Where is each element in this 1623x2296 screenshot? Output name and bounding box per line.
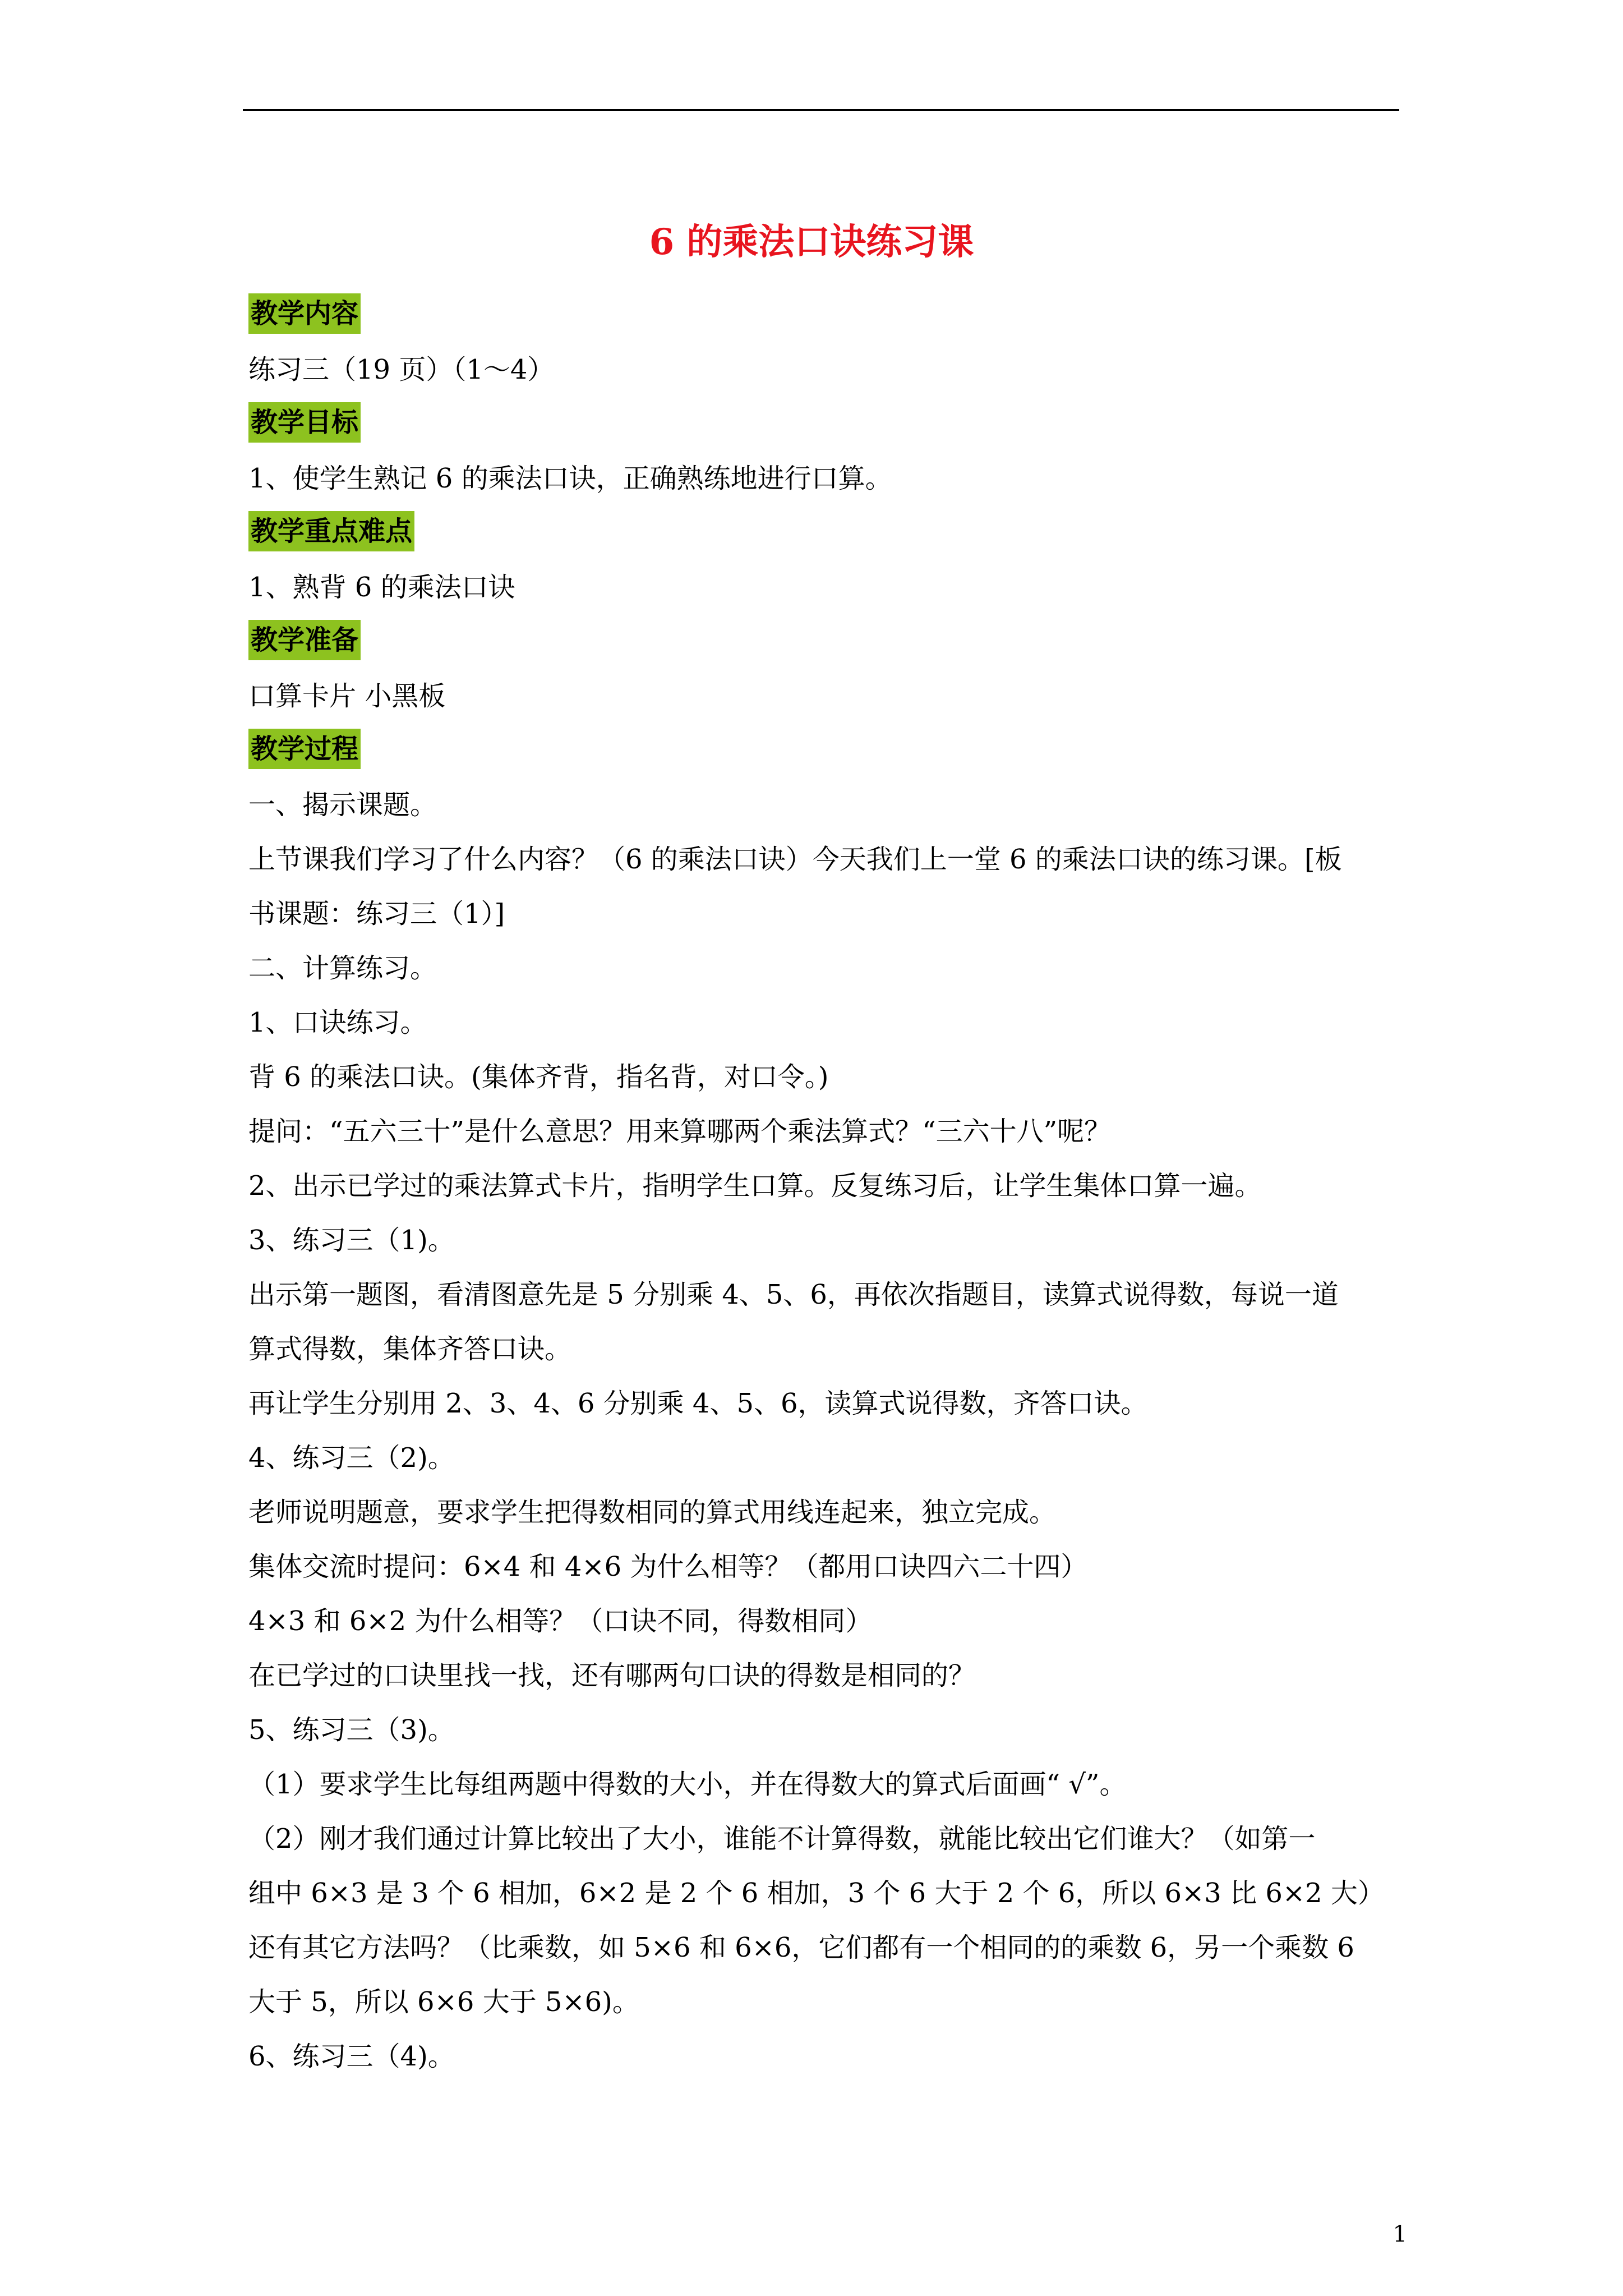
header-rule [243, 109, 1399, 111]
process-line: 5、练习三（3)。 [248, 1714, 455, 1746]
process-line: 4×3 和 6×2 为什么相等？（口诀不同，得数相同） [248, 1605, 873, 1637]
prep-text: 口算卡片 小黑板 [248, 680, 446, 712]
process-line: 背 6 的乘法口诀。(集体齐背，指名背，对口令。) [248, 1061, 829, 1093]
process-line: 再让学生分别用 2、3、4、6 分别乘 4、5、6，读算式说得数，齐答口诀。 [248, 1388, 1148, 1419]
goal-text: 1、使学生熟记 6 的乘法口诀，正确熟练地进行口算。 [248, 463, 892, 494]
section-heading-key: 教学重点难点 [248, 512, 414, 551]
process-line: 提问：“五六三十”是什么意思？用来算哪两个乘法算式？“三六十八”呢？ [248, 1116, 1112, 1147]
process-line: （2）刚才我们通过计算比较出了大小，谁能不计算得数，就能比较出它们谁大？（如第一 [248, 1823, 1316, 1855]
process-line: 出示第一题图，看清图意先是 5 分别乘 4、5、6，再依次指题目，读算式说得数，每说一道 [248, 1279, 1339, 1310]
section-heading-process: 教学过程 [248, 729, 361, 769]
section-heading-prep: 教学准备 [248, 620, 361, 660]
process-line: 二、计算练习。 [248, 953, 437, 984]
process-line: 还有其它方法吗？（比乘数，如 5×6 和 6×6，它们都有一个相同的的乘数 6，另一个乘数 6 [248, 1932, 1354, 1963]
process-line: 2、出示已学过的乘法算式卡片，指明学生口算。反复练习后，让学生集体口算一遍。 [248, 1170, 1262, 1202]
process-line: 6、练习三（4)。 [248, 2041, 455, 2072]
process-line: 组中 6×3 是 3 个 6 相加，6×2 是 2 个 6 相加，3 个 6 大于 2 个 6，所以 6×3 比 6×2 大） [248, 1878, 1385, 1909]
document-title: 6 的乘法口诀练习课 [649, 221, 974, 263]
key-text: 1、熟背 6 的乘法口诀 [248, 572, 515, 603]
section-heading-goal: 教学目标 [248, 403, 361, 442]
process-line: 1、口诀练习。 [248, 1007, 427, 1038]
process-line: 4、练习三（2)。 [248, 1442, 455, 1474]
process-line: 在已学过的口诀里找一找，还有哪两句口诀的得数是相同的？ [248, 1660, 976, 1691]
process-line: （1）要求学生比每组两题中得数的大小，并在得数大的算式后面画“ √”。 [248, 1769, 1127, 1800]
process-line: 书课题：练习三（1）] [248, 898, 505, 930]
page-number: 1 [1393, 2221, 1407, 2247]
process-line: 一、揭示课题。 [248, 789, 437, 821]
content-text: 练习三（19 页）（1～4） [248, 354, 555, 385]
process-line: 3、练习三（1)。 [248, 1225, 455, 1256]
process-line: 老师说明题意，要求学生把得数相同的算式用线连起来，独立完成。 [248, 1497, 1057, 1528]
process-line: 集体交流时提问：6×4 和 4×6 为什么相等？（都用口诀四六二十四） [248, 1551, 1088, 1582]
process-line: 算式得数，集体齐答口诀。 [248, 1333, 572, 1365]
section-heading-content: 教学内容 [248, 294, 361, 333]
process-line: 大于 5，所以 6×6 大于 5×6)。 [248, 1986, 639, 2018]
process-line: 上节课我们学习了什么内容？（6 的乘法口诀）今天我们上一堂 6 的乘法口诀的练习课。[板 [248, 844, 1342, 875]
